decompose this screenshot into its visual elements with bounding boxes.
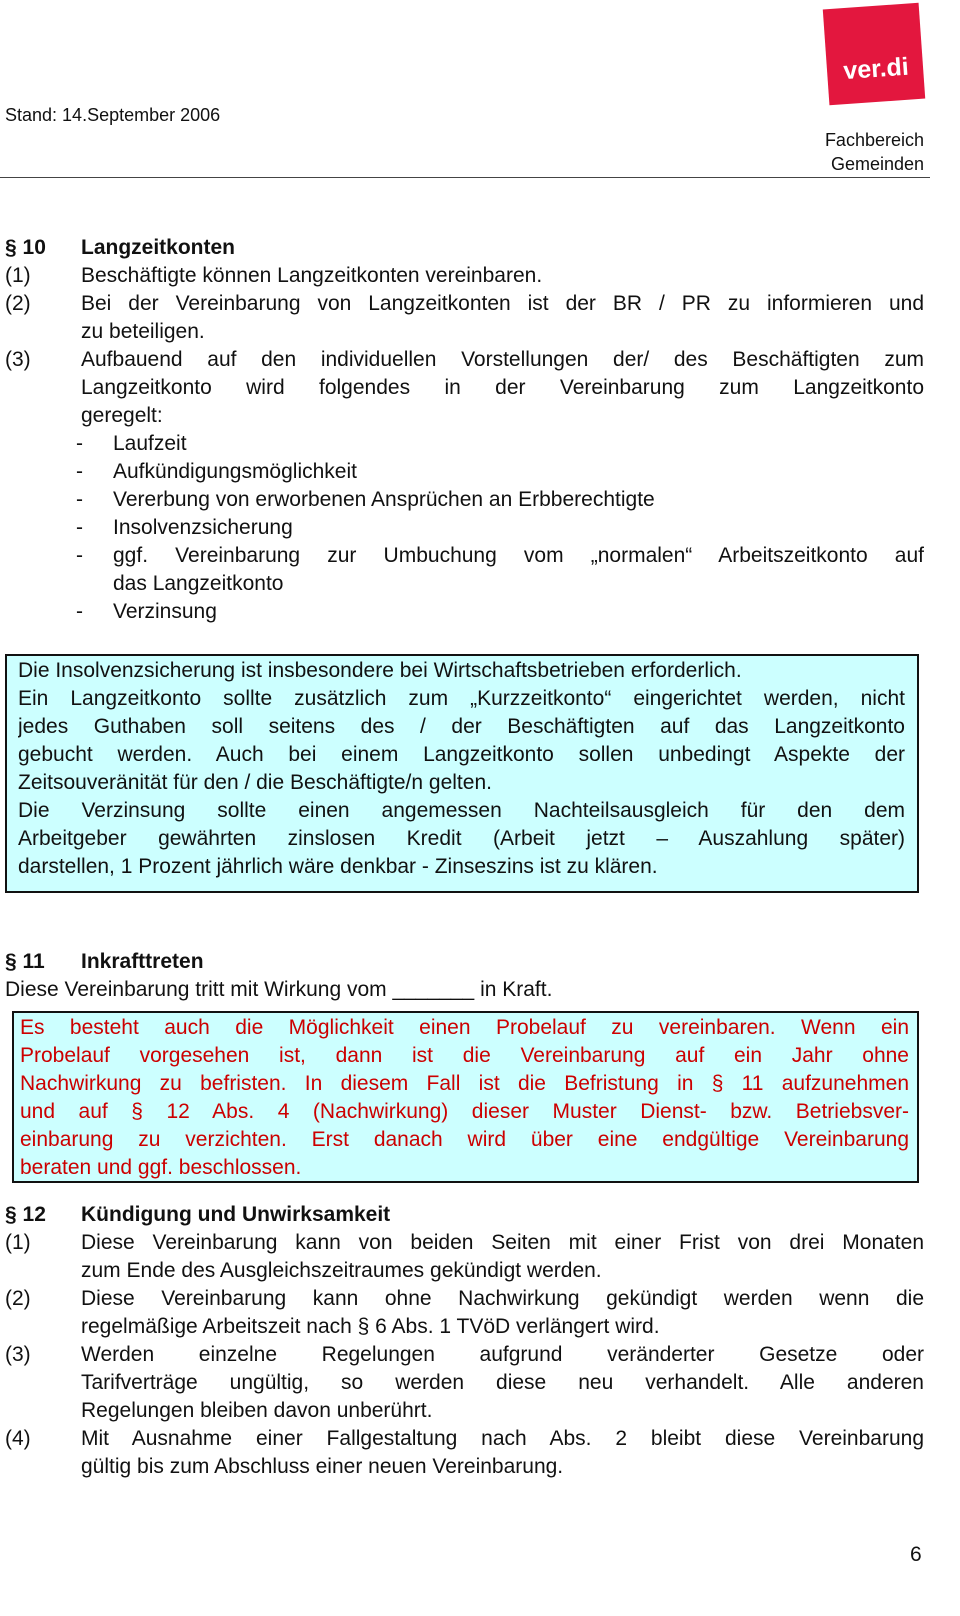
line-text: Es besteht auch die Möglichkeit einen Probelauf zu vereinbaren. Wenn ein <box>20 1016 909 1039</box>
line-text: Beschäftigte können Langzeitkonten vereinbaren. <box>81 264 543 287</box>
text-line <box>5 1397 924 1425</box>
list-bullet: - <box>76 600 83 623</box>
department-label <box>825 128 924 176</box>
section-11 <box>5 948 924 1004</box>
line-text: Aufbauend auf den individuellen Vorstellungen der/ des Beschäftigten zum <box>81 348 924 371</box>
section-heading <box>5 1201 924 1229</box>
line-text: Diese Vereinbarung kann ohne Nachwirkung gekündigt werden wenn die <box>81 1287 924 1310</box>
paragraph-number: (3) <box>5 348 31 371</box>
text-line <box>18 769 905 797</box>
section-number: § 10 <box>5 236 46 259</box>
text-line <box>20 1014 909 1042</box>
paragraph-number: (1) <box>5 1231 31 1254</box>
line-text: und auf § 12 Abs. 4 (Nachwirkung) dieser Muster Dienst- bzw. Betriebsver- <box>20 1100 909 1123</box>
text-line <box>5 1313 924 1341</box>
text-line <box>5 290 924 318</box>
line-text: einbarung zu verzichten. Erst danach wird über eine endgültige Vereinbarung <box>20 1128 909 1151</box>
line-text: Insolvenzsicherung <box>113 516 293 539</box>
text-line <box>18 825 905 853</box>
note-text <box>20 1014 909 1182</box>
note-box-probelauf <box>12 1011 919 1183</box>
text-line <box>5 542 924 570</box>
text-line <box>18 741 905 769</box>
note-box-langzeitkonto <box>5 654 919 893</box>
text-line <box>20 1070 909 1098</box>
header-divider <box>0 177 930 178</box>
logo-text: ver.di <box>842 52 910 86</box>
text-line <box>18 797 905 825</box>
line-text: darstellen, 1 Prozent jährlich wäre denkbar - Zinseszins ist zu klären. <box>18 855 658 878</box>
text-line <box>5 486 924 514</box>
text-line <box>5 1453 924 1481</box>
line-text: das Langzeitkonto <box>113 572 284 595</box>
line-text: gültig bis zum Abschluss einer neuen Vereinbarung. <box>81 1455 564 1478</box>
line-text: Zeitsouveränität für den / die Beschäftigte/n gelten. <box>18 771 492 794</box>
text-line <box>18 685 905 713</box>
line-text: zu beteiligen. <box>81 320 205 343</box>
line-text: Diese Vereinbarung kann von beiden Seiten mit einer Frist von drei Monaten <box>81 1231 924 1254</box>
text-line <box>5 374 924 402</box>
line-text: geregelt: <box>81 404 163 427</box>
list-bullet: - <box>76 432 83 455</box>
text-line <box>20 1126 909 1154</box>
department-line: Fachbereich <box>824 130 924 150</box>
text-line <box>5 514 924 542</box>
text-line <box>5 598 924 626</box>
line-text: Bei der Vereinbarung von Langzeitkonten ist der BR / PR zu informieren und <box>81 292 924 315</box>
line-text: gebucht werden. Auch bei einem Langzeitkonto sollen unbedingt Aspekte der <box>18 743 905 766</box>
line-text: regelmäßige Arbeitszeit nach § 6 Abs. 1 TVöD verlängert wird. <box>81 1315 660 1338</box>
line-text: Die Insolvenzsicherung ist insbesondere bei Wirtschaftsbetrieben erforderlich. <box>18 659 742 682</box>
line-text: Langzeitkonto wird folgendes in der Vereinbarung zum Langzeitkonto <box>81 376 924 399</box>
list-bullet: - <box>76 488 83 511</box>
text-line <box>5 262 924 290</box>
line-text: Aufkündigungsmöglichkeit <box>113 460 357 483</box>
line-text: Die Verzinsung sollte einen angemessen Nachteilsausgleich für den dem <box>18 799 905 822</box>
document-date: Stand: 14.September 2006 <box>5 105 221 125</box>
text-line <box>5 1229 924 1257</box>
list-bullet: - <box>76 544 83 567</box>
text-line <box>5 1341 924 1369</box>
text-line <box>5 458 924 486</box>
line-text: Laufzeit <box>113 432 187 455</box>
text-line <box>5 976 924 1004</box>
paragraph-number: (2) <box>5 292 31 315</box>
list-bullet: - <box>76 460 83 483</box>
line-text: Tarifverträge ungültig, so werden diese neu verhandelt. Alle anderen <box>81 1371 924 1394</box>
line-text: Mit Ausnahme einer Fallgestaltung nach Abs. 2 bleibt diese Vereinbarung <box>81 1427 924 1450</box>
text-line <box>5 570 924 598</box>
text-line <box>5 1369 924 1397</box>
section-heading <box>5 234 924 262</box>
line-text: Vererbung von erworbenen Ansprüchen an Erbberechtigte <box>113 488 655 511</box>
section-title: Langzeitkonten <box>81 236 236 259</box>
line-text: ggf. Vereinbarung zur Umbuchung vom „normalen“ Arbeitszeitkonto auf <box>113 544 924 567</box>
line-text: Werden einzelne Regelungen aufgrund veränderter Gesetze oder <box>81 1343 924 1366</box>
line-text: Arbeitgeber gewährten zinslosen Kredit (Arbeit jetzt – Auszahlung später) <box>18 827 905 850</box>
text-line <box>5 402 924 430</box>
line-text: Regelungen bleiben davon unberührt. <box>81 1399 433 1422</box>
line-text: zum Ende des Ausgleichszeitraumes gekündigt werden. <box>81 1259 602 1282</box>
line-text: Diese Vereinbarung tritt mit Wirkung vom _______ in Kraft. <box>5 978 553 1001</box>
department-line: Gemeinden <box>830 154 924 174</box>
paragraph-number: (2) <box>5 1287 31 1310</box>
section-title: Inkrafttreten <box>81 950 204 973</box>
text-line <box>20 1042 909 1070</box>
section-number: § 11 <box>5 950 45 973</box>
section-12 <box>5 1201 924 1481</box>
text-line <box>5 1285 924 1313</box>
line-text: jedes Guthaben soll seitens des / der Beschäftigten auf das Langzeitkonto <box>18 715 905 738</box>
section-heading <box>5 948 924 976</box>
text-line <box>5 1425 924 1453</box>
text-line <box>5 318 924 346</box>
page-number: 6 <box>910 1543 922 1566</box>
list-bullet: - <box>76 516 83 539</box>
note-text <box>18 657 905 881</box>
line-text: Probelauf vorgesehen ist, dann ist die Vereinbarung auf ein Jahr ohne <box>20 1044 909 1067</box>
section-title: Kündigung und Unwirksamkeit <box>81 1203 391 1226</box>
text-line <box>20 1098 909 1126</box>
text-line <box>20 1154 909 1182</box>
paragraph-number: (4) <box>5 1427 31 1450</box>
section-number: § 12 <box>5 1203 46 1226</box>
line-text: Verzinsung <box>113 600 217 623</box>
text-line <box>5 346 924 374</box>
text-line <box>18 853 905 881</box>
text-line <box>18 657 905 685</box>
line-text: Ein Langzeitkonto sollte zusätzlich zum „Kurzzeitkonto“ eingerichtet werden, nicht <box>18 687 905 710</box>
line-text: beraten und ggf. beschlossen. <box>20 1156 302 1179</box>
line-text: Nachwirkung zu befristen. In diesem Fall ist die Befristung in § 11 aufzunehmen <box>20 1072 909 1095</box>
verdi-logo <box>823 3 925 105</box>
paragraph-number: (1) <box>5 264 31 287</box>
section-10 <box>5 234 924 626</box>
text-line <box>5 1257 924 1285</box>
text-line <box>18 713 905 741</box>
paragraph-number: (3) <box>5 1343 31 1366</box>
text-line <box>5 430 924 458</box>
